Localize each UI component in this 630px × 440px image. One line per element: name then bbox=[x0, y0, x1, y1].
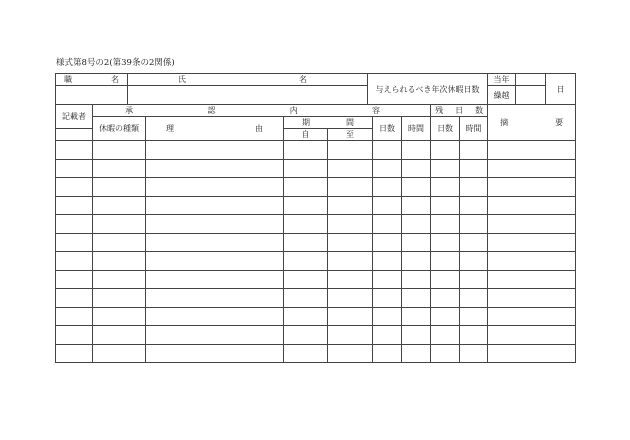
current-year-label: 当年 bbox=[488, 74, 516, 86]
job-title-value[interactable] bbox=[56, 86, 128, 105]
name-label: 氏 名 bbox=[128, 74, 368, 86]
remaining-hours-cell[interactable] bbox=[460, 344, 488, 363]
remaining-days-cell[interactable] bbox=[431, 159, 460, 178]
recorder-cell[interactable] bbox=[56, 215, 93, 234]
approval-content-header: 承 認 内 容 bbox=[93, 105, 431, 117]
remarks-header: 摘 要 bbox=[488, 105, 576, 141]
period-from-cell[interactable] bbox=[284, 196, 328, 215]
period-from-cell[interactable] bbox=[284, 344, 328, 363]
remarks-cell[interactable] bbox=[488, 344, 576, 363]
reason-cell[interactable] bbox=[146, 141, 284, 160]
reason-cell[interactable] bbox=[146, 159, 284, 178]
recorder-header-cont bbox=[56, 129, 93, 141]
reason-cell[interactable] bbox=[146, 178, 284, 197]
recorder-cell[interactable] bbox=[56, 178, 93, 197]
period-from-cell[interactable] bbox=[284, 141, 328, 160]
remaining-hours-cell[interactable] bbox=[460, 215, 488, 234]
day-unit-label: 日 bbox=[546, 74, 576, 105]
days-cell[interactable] bbox=[373, 141, 402, 160]
reason-header: 理 由 bbox=[146, 117, 284, 141]
table-row bbox=[56, 252, 576, 271]
header-table bbox=[55, 73, 576, 105]
period-to-cell[interactable] bbox=[328, 326, 373, 345]
recorder-cell[interactable] bbox=[56, 141, 93, 160]
remaining-days-cell[interactable] bbox=[431, 178, 460, 197]
period-to-cell[interactable] bbox=[328, 215, 373, 234]
days-cell[interactable] bbox=[373, 178, 402, 197]
remaining-hours-cell[interactable] bbox=[460, 159, 488, 178]
recorder-cell[interactable] bbox=[56, 196, 93, 215]
reason-cell[interactable] bbox=[146, 289, 284, 308]
leave-type-cell[interactable] bbox=[93, 141, 146, 160]
period-to-cell[interactable] bbox=[328, 233, 373, 252]
period-to-cell[interactable] bbox=[328, 307, 373, 326]
leave-type-cell[interactable] bbox=[93, 344, 146, 363]
name-value[interactable] bbox=[128, 86, 368, 105]
table-row bbox=[56, 196, 576, 215]
remarks-cell[interactable] bbox=[488, 289, 576, 308]
remarks-cell[interactable] bbox=[488, 215, 576, 234]
leave-type-cell[interactable] bbox=[93, 326, 146, 345]
hours-cell[interactable] bbox=[402, 270, 431, 289]
remaining-hours-col-header: 時間 bbox=[460, 117, 488, 141]
table-row bbox=[56, 178, 576, 197]
remaining-days-cell[interactable] bbox=[431, 344, 460, 363]
job-title-label: 職 名 bbox=[56, 74, 128, 86]
period-to-cell[interactable] bbox=[328, 178, 373, 197]
days-cell[interactable] bbox=[373, 215, 402, 234]
reason-cell[interactable] bbox=[146, 252, 284, 271]
period-to-cell[interactable] bbox=[328, 141, 373, 160]
table-row bbox=[56, 141, 576, 160]
period-from-cell[interactable] bbox=[284, 307, 328, 326]
period-to-header: 至 bbox=[328, 129, 373, 141]
table-row bbox=[56, 289, 576, 308]
leave-type-cell[interactable] bbox=[93, 270, 146, 289]
recorder-cell[interactable] bbox=[56, 307, 93, 326]
current-year-value[interactable] bbox=[516, 74, 546, 86]
form-caption: 様式第8号の2(第39条の2関係) bbox=[56, 58, 175, 68]
hours-cell[interactable] bbox=[402, 215, 431, 234]
period-to-cell[interactable] bbox=[328, 159, 373, 178]
reason-cell[interactable] bbox=[146, 270, 284, 289]
table-row bbox=[56, 344, 576, 363]
table-row bbox=[56, 159, 576, 178]
period-header: 期 間 bbox=[284, 117, 373, 129]
remaining-days-cell[interactable] bbox=[431, 270, 460, 289]
period-to-cell[interactable] bbox=[328, 289, 373, 308]
period-to-cell[interactable] bbox=[328, 196, 373, 215]
remarks-cell[interactable] bbox=[488, 252, 576, 271]
period-from-cell[interactable] bbox=[284, 159, 328, 178]
leave-type-cell[interactable] bbox=[93, 159, 146, 178]
hours-cell[interactable] bbox=[402, 141, 431, 160]
remaining-days-cell[interactable] bbox=[431, 307, 460, 326]
period-from-cell[interactable] bbox=[284, 289, 328, 308]
reason-cell[interactable] bbox=[146, 344, 284, 363]
recorder-cell[interactable] bbox=[56, 233, 93, 252]
reason-cell[interactable] bbox=[146, 307, 284, 326]
remarks-cell[interactable] bbox=[488, 141, 576, 160]
remaining-days-col-header: 日数 bbox=[431, 117, 460, 141]
remaining-days-cell[interactable] bbox=[431, 233, 460, 252]
days-cell[interactable] bbox=[373, 307, 402, 326]
leave-type-cell[interactable] bbox=[93, 307, 146, 326]
days-cell[interactable] bbox=[373, 159, 402, 178]
period-from-cell[interactable] bbox=[284, 233, 328, 252]
reason-cell[interactable] bbox=[146, 215, 284, 234]
days-cell[interactable] bbox=[373, 289, 402, 308]
recorder-cell[interactable] bbox=[56, 326, 93, 345]
remarks-cell[interactable] bbox=[488, 233, 576, 252]
remaining-days-cell[interactable] bbox=[431, 215, 460, 234]
remarks-cell[interactable] bbox=[488, 196, 576, 215]
period-to-cell[interactable] bbox=[328, 270, 373, 289]
leave-type-cell[interactable] bbox=[93, 178, 146, 197]
recorder-cell[interactable] bbox=[56, 252, 93, 271]
leave-record-sheet bbox=[55, 73, 575, 363]
leave-type-cell[interactable] bbox=[93, 196, 146, 215]
recorder-cell[interactable] bbox=[56, 270, 93, 289]
recorder-cell[interactable] bbox=[56, 159, 93, 178]
period-from-cell[interactable] bbox=[284, 252, 328, 271]
remarks-cell[interactable] bbox=[488, 326, 576, 345]
remaining-hours-cell[interactable] bbox=[460, 307, 488, 326]
table-row bbox=[56, 307, 576, 326]
hours-cell[interactable] bbox=[402, 289, 431, 308]
remarks-cell[interactable] bbox=[488, 307, 576, 326]
remaining-days-cell[interactable] bbox=[431, 196, 460, 215]
days-cell[interactable] bbox=[373, 196, 402, 215]
remaining-days-cell[interactable] bbox=[431, 252, 460, 271]
remaining-days-header: 残 日 数 bbox=[431, 105, 488, 117]
remaining-hours-cell[interactable] bbox=[460, 141, 488, 160]
hours-header: 時間 bbox=[402, 117, 431, 141]
reason-cell[interactable] bbox=[146, 233, 284, 252]
remaining-hours-cell[interactable] bbox=[460, 252, 488, 271]
hours-cell[interactable] bbox=[402, 159, 431, 178]
days-cell[interactable] bbox=[373, 326, 402, 345]
hours-cell[interactable] bbox=[402, 178, 431, 197]
carried-over-value[interactable] bbox=[516, 86, 546, 105]
leave-record-table bbox=[55, 104, 576, 363]
remaining-hours-cell[interactable] bbox=[460, 270, 488, 289]
table-row bbox=[56, 233, 576, 252]
table-row bbox=[56, 215, 576, 234]
reason-cell[interactable] bbox=[146, 326, 284, 345]
days-cell[interactable] bbox=[373, 270, 402, 289]
period-from-cell[interactable] bbox=[284, 178, 328, 197]
carried-over-label: 繰越 bbox=[488, 86, 516, 105]
table-row bbox=[56, 270, 576, 289]
hours-cell[interactable] bbox=[402, 233, 431, 252]
days-cell[interactable] bbox=[373, 344, 402, 363]
hours-cell[interactable] bbox=[402, 196, 431, 215]
remaining-days-cell[interactable] bbox=[431, 326, 460, 345]
leave-type-cell[interactable] bbox=[93, 233, 146, 252]
annual-leave-days-label: 与えられるべき年次休暇日数 bbox=[368, 74, 488, 105]
hours-cell[interactable] bbox=[402, 344, 431, 363]
remaining-days-cell[interactable] bbox=[431, 289, 460, 308]
remarks-cell[interactable] bbox=[488, 270, 576, 289]
remaining-hours-cell[interactable] bbox=[460, 196, 488, 215]
days-header: 日数 bbox=[373, 117, 402, 141]
period-to-cell[interactable] bbox=[328, 252, 373, 271]
remaining-hours-cell[interactable] bbox=[460, 326, 488, 345]
days-cell[interactable] bbox=[373, 252, 402, 271]
hours-cell[interactable] bbox=[402, 326, 431, 345]
remaining-hours-cell[interactable] bbox=[460, 178, 488, 197]
table-row bbox=[56, 326, 576, 345]
recorder-cell[interactable] bbox=[56, 289, 93, 308]
leave-type-header: 休暇の種類 bbox=[93, 117, 146, 141]
leave-type-cell[interactable] bbox=[93, 252, 146, 271]
leave-type-cell[interactable] bbox=[93, 289, 146, 308]
leave-type-cell[interactable] bbox=[93, 215, 146, 234]
period-from-cell[interactable] bbox=[284, 215, 328, 234]
remaining-hours-cell[interactable] bbox=[460, 233, 488, 252]
period-from-cell[interactable] bbox=[284, 270, 328, 289]
period-to-cell[interactable] bbox=[328, 344, 373, 363]
period-from-header: 自 bbox=[284, 129, 328, 141]
hours-cell[interactable] bbox=[402, 252, 431, 271]
recorder-header: 記載者 bbox=[56, 105, 93, 129]
remaining-hours-cell[interactable] bbox=[460, 289, 488, 308]
period-from-cell[interactable] bbox=[284, 326, 328, 345]
remaining-days-cell[interactable] bbox=[431, 141, 460, 160]
days-cell[interactable] bbox=[373, 233, 402, 252]
remarks-cell[interactable] bbox=[488, 178, 576, 197]
hours-cell[interactable] bbox=[402, 307, 431, 326]
reason-cell[interactable] bbox=[146, 196, 284, 215]
remarks-cell[interactable] bbox=[488, 159, 576, 178]
recorder-cell[interactable] bbox=[56, 344, 93, 363]
